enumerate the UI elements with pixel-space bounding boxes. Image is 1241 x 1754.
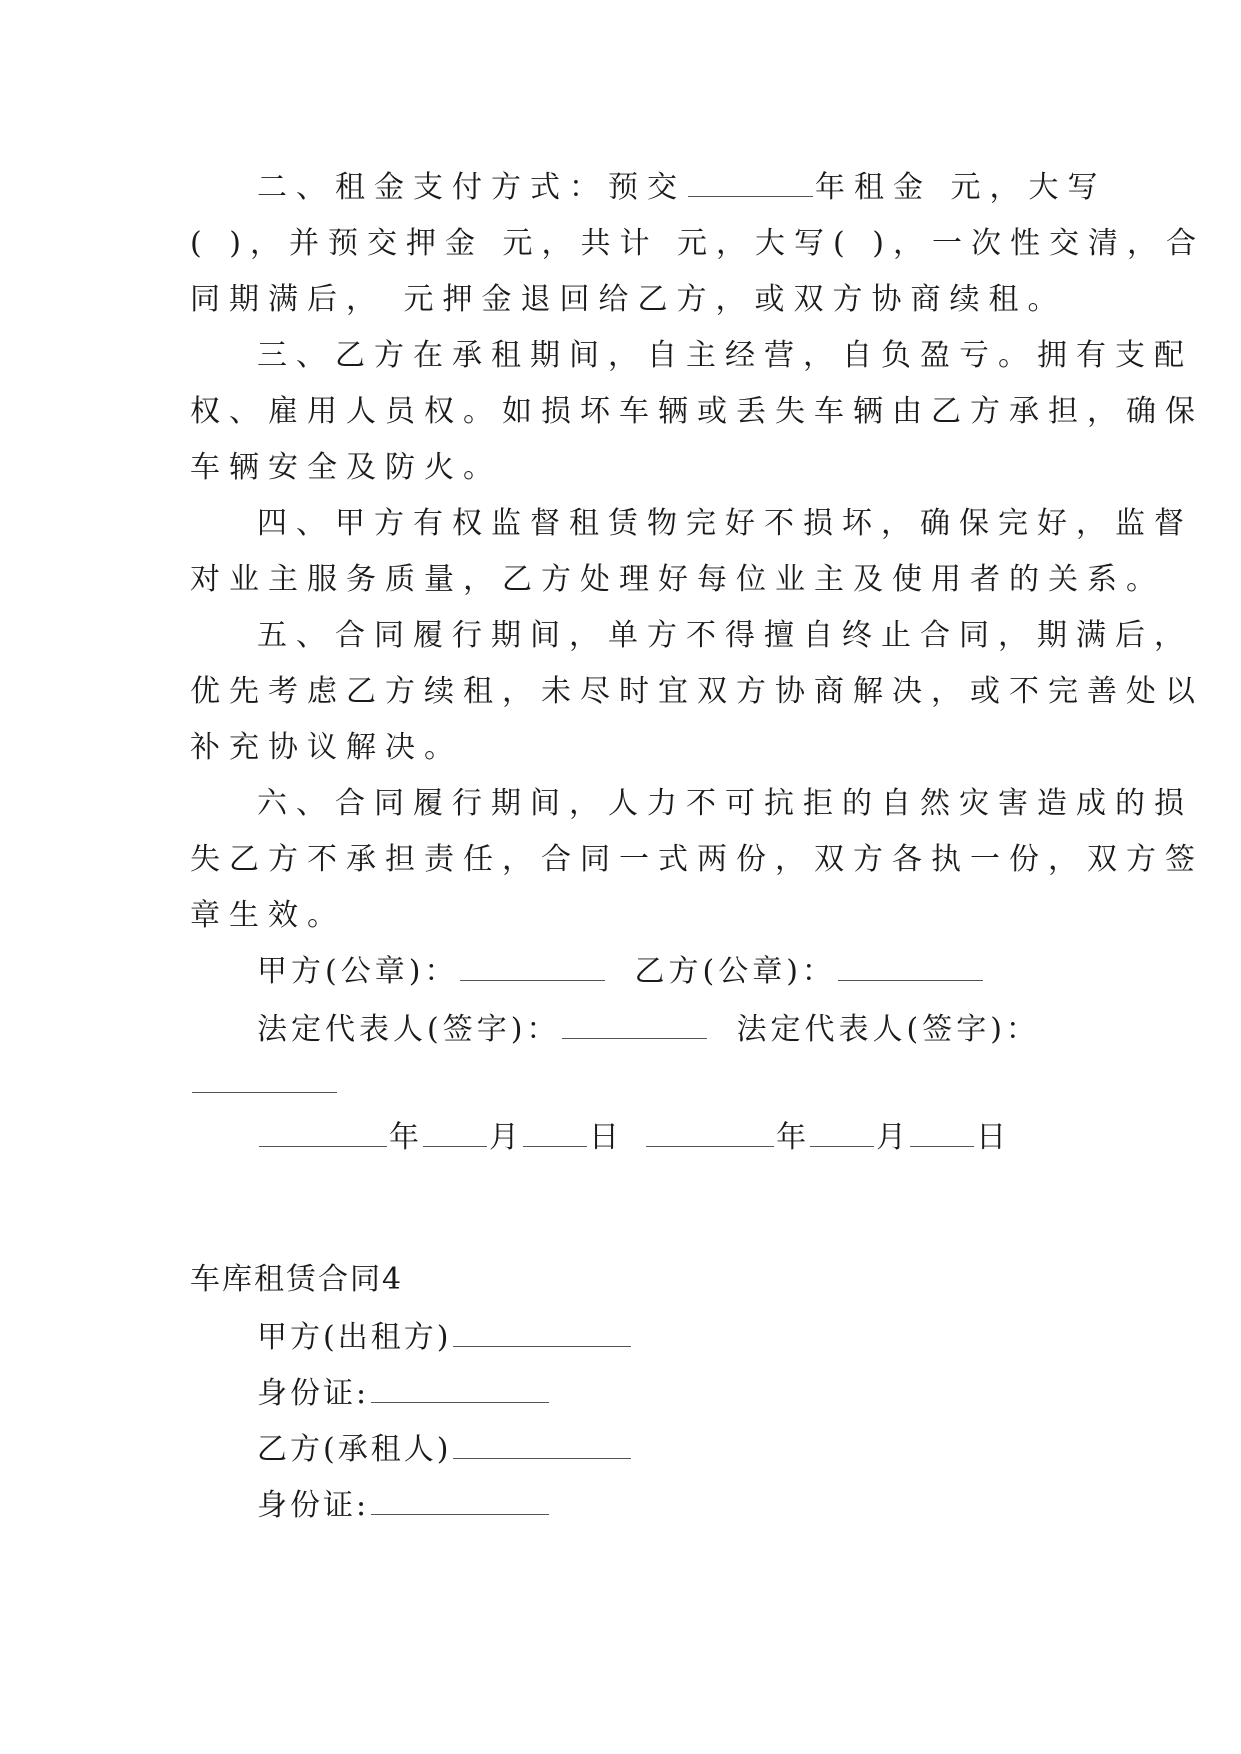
party-b-seal-label: 乙方(公章)：	[634, 954, 836, 989]
date-line	[257, 1118, 1008, 1158]
id-b-label: 身份证:	[257, 1488, 370, 1523]
rep-b-blank	[192, 1064, 337, 1093]
contract-4-title: 车库租赁合同4	[190, 1262, 404, 1297]
clause-three-line-2: 权、雇用人员权。如损坏车辆或丢失车辆由乙方承担，确保	[190, 394, 1204, 429]
year-a-blank	[259, 1118, 387, 1147]
clause-five-line-2: 优先考虑乙方续租，未尽时宜双方协商解决，或不完善处以	[190, 674, 1204, 709]
rep-a-blank	[562, 1010, 707, 1039]
party-a-seal-blank	[460, 952, 605, 981]
year-a-label: 年	[389, 1120, 421, 1155]
party-a-blank	[453, 1318, 631, 1347]
id-b-line	[257, 1486, 551, 1526]
rep-b-blank-line	[190, 1064, 339, 1104]
clause-four-line-1: 四、甲方有权监督租赁物完好不损坏，确保完好，监督	[257, 506, 1193, 541]
seal-line	[257, 952, 985, 992]
id-a-line	[257, 1374, 551, 1414]
day-b-blank	[910, 1118, 974, 1147]
representative-line	[257, 1010, 1040, 1050]
year-b-label: 年	[776, 1120, 809, 1155]
clause-two-line-1	[257, 168, 1107, 208]
id-a-blank	[371, 1374, 549, 1403]
clause-four-line-2: 对业主服务质量，乙方处理好每位业主及使用者的关系。	[190, 562, 1165, 597]
clause-two-text-b: 年租金 元，大写	[815, 170, 1107, 205]
clause-six-line-3: 章生效。	[190, 898, 346, 933]
id-a-label: 身份证:	[257, 1376, 370, 1411]
clause-two-line-3: 同期满后， 元押金退回给乙方，或双方协商续租。	[190, 282, 1067, 317]
clause-three-line-3: 车辆安全及防火。	[190, 450, 502, 485]
party-b-blank	[453, 1430, 631, 1459]
month-b-blank	[810, 1118, 874, 1147]
party-b-label: 乙方(承租人)	[257, 1432, 452, 1467]
party-a-seal-label: 甲方(公章)：	[257, 954, 459, 989]
month-a-label: 月	[489, 1120, 521, 1155]
prepay-years-blank	[688, 168, 813, 197]
year-b-blank	[646, 1118, 774, 1147]
clause-six-line-2: 失乙方不承担责任，合同一式两份，双方各执一份，双方签	[190, 842, 1204, 877]
clause-two-text-a: 二、租金支付方式：预交	[257, 170, 686, 205]
rep-a-label: 法定代表人(签字)：	[257, 1012, 561, 1047]
clause-two-line-2: ( )，并预交押金 元，共计 元，大写( )，一次性交清，合	[190, 226, 1205, 261]
party-b-line	[257, 1430, 633, 1470]
party-a-line	[257, 1318, 633, 1358]
clause-three-line-1: 三、乙方在承租期间，自主经营，自负盈亏。拥有支配	[257, 338, 1193, 373]
party-b-seal-blank	[838, 952, 983, 981]
clause-six-line-1: 六、合同履行期间，人力不可抗拒的自然灾害造成的损	[257, 786, 1193, 821]
clause-five-line-1: 五、合同履行期间，单方不得擅自终止合同，期满后，	[257, 618, 1193, 653]
day-a-blank	[523, 1118, 587, 1147]
party-a-label: 甲方(出租方)	[257, 1320, 452, 1355]
day-b-label: 日	[976, 1120, 1009, 1155]
month-b-label: 月	[876, 1120, 909, 1155]
clause-five-line-3: 补充协议解决。	[190, 730, 463, 765]
rep-b-label: 法定代表人(签字)：	[736, 1012, 1040, 1047]
month-a-blank	[423, 1118, 487, 1147]
id-b-blank	[371, 1486, 549, 1515]
day-a-label: 日	[589, 1120, 621, 1155]
